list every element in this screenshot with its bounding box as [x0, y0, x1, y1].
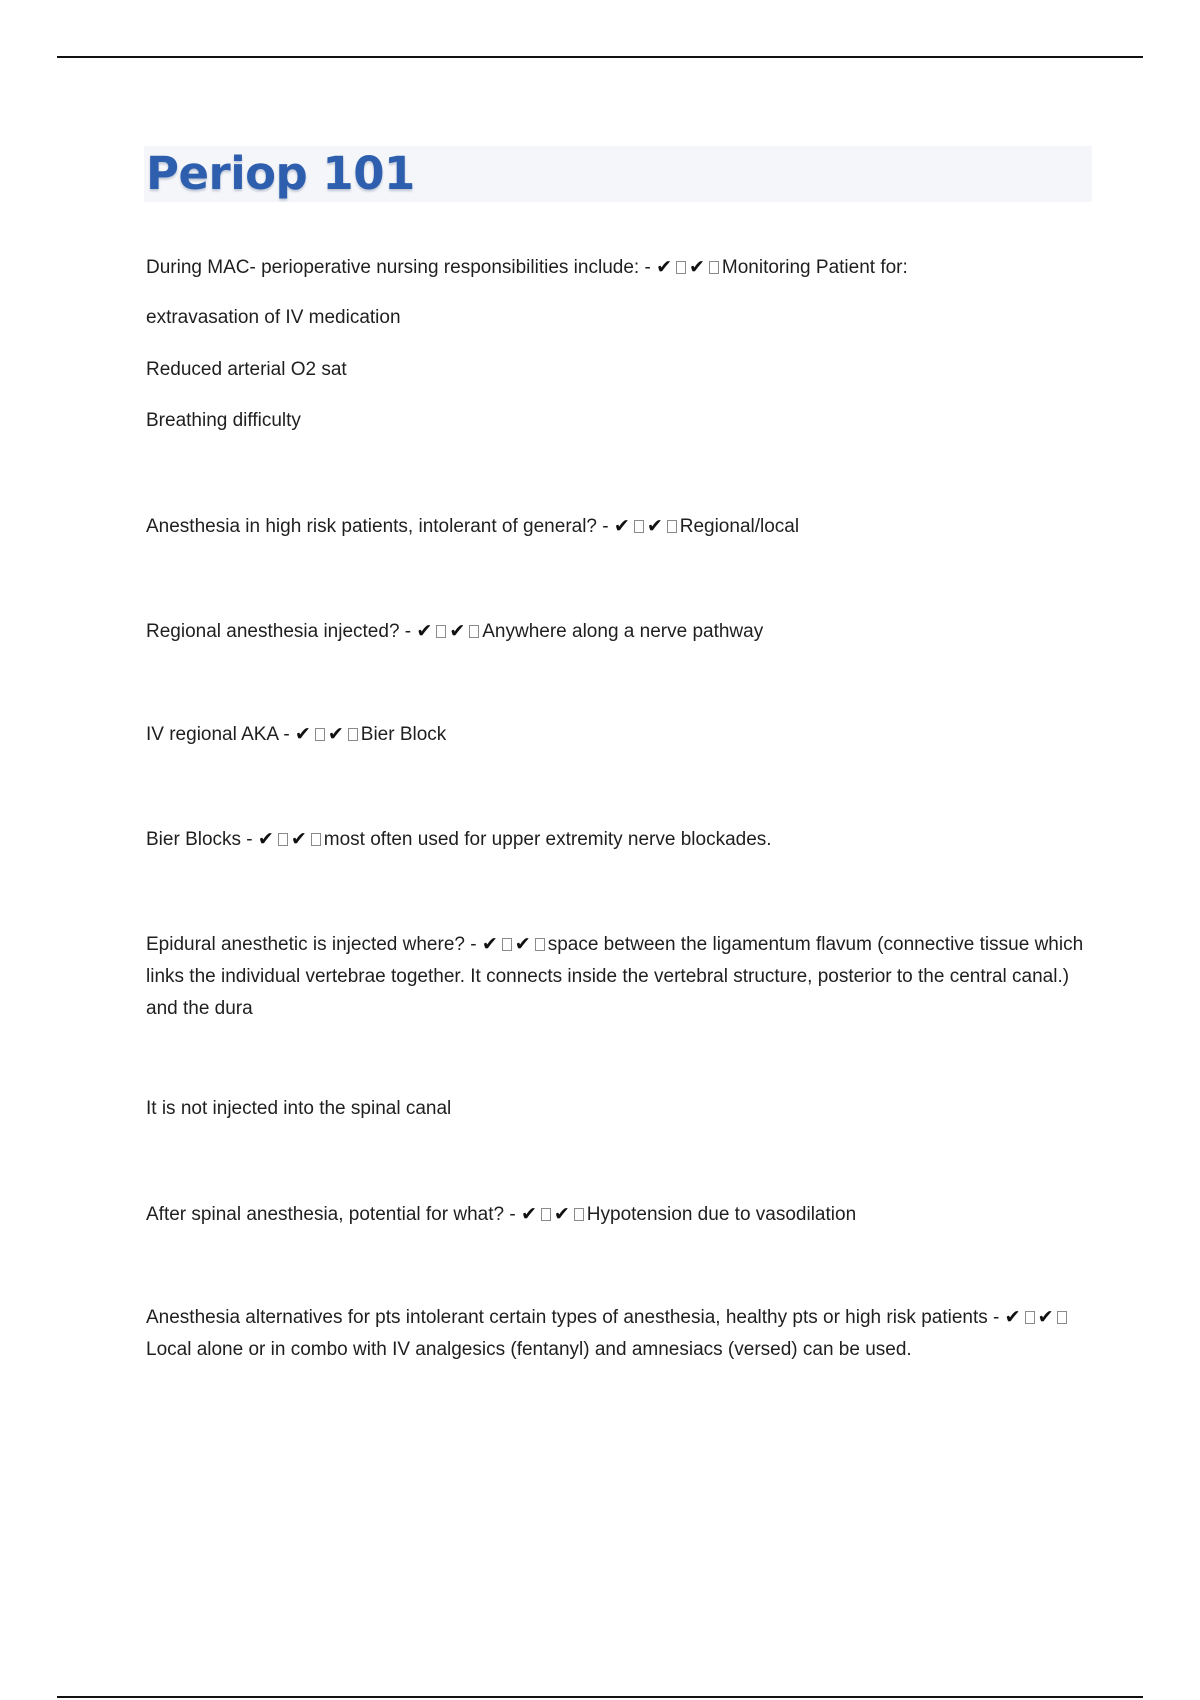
- check-icon: ✔: [514, 933, 531, 955]
- question-text: During MAC- perioperative nursing responsibilities include: -: [146, 257, 657, 278]
- answer-text: Hypotension due to vasodilation: [586, 1204, 857, 1225]
- box-icon: [436, 625, 446, 638]
- check-icon: ✔: [449, 620, 466, 642]
- qa-item-alternatives: [146, 1301, 1086, 1366]
- box-icon: [541, 1208, 551, 1221]
- box-icon: [1025, 1311, 1035, 1324]
- box-icon: [574, 1208, 584, 1221]
- list-item: extravasation of IV medication: [146, 307, 401, 328]
- answer-text: Monitoring Patient for:: [721, 257, 908, 278]
- qa-item-high-risk: [146, 510, 799, 543]
- list-item: It is not injected into the spinal canal: [146, 1098, 452, 1119]
- question-text: Anesthesia alternatives for pts intolerant certain types of anesthesia, healthy pts or high risk patients -: [146, 1307, 1005, 1328]
- check-icon: ✔: [613, 515, 630, 537]
- check-icon: ✔: [327, 723, 344, 745]
- check-icon: ✔: [257, 828, 274, 850]
- document-title: Periop 101: [146, 147, 415, 200]
- question-text: Bier Blocks -: [146, 829, 258, 850]
- box-icon: [502, 938, 512, 951]
- answer-text: Bier Block: [360, 724, 447, 745]
- box-icon: [709, 261, 719, 274]
- box-icon: [311, 833, 321, 846]
- check-icon: ✔: [481, 933, 498, 955]
- check-icon: ✔: [416, 620, 433, 642]
- list-item: Reduced arterial O2 sat: [146, 359, 347, 380]
- qa-item-iv-regional: [146, 718, 446, 751]
- qa-item-mac-responsibilities: [146, 251, 908, 284]
- question-text: Anesthesia in high risk patients, intolerant of general? -: [146, 516, 614, 537]
- check-icon: ✔: [1037, 1306, 1054, 1328]
- qa-item-spinal: [146, 1198, 856, 1231]
- check-icon: ✔: [553, 1203, 570, 1225]
- check-icon: ✔: [656, 256, 672, 278]
- answer-text: Regional/local: [679, 516, 800, 537]
- check-icon: ✔: [1004, 1306, 1021, 1328]
- list-item: Breathing difficulty: [146, 410, 301, 431]
- question-text: IV regional AKA -: [146, 724, 295, 745]
- box-icon: [469, 625, 479, 638]
- answer-text: space between the ligamentum flavum (connective tissue which links the individual vertebrae together. It connects inside the vertebral structure, posterior to the central canal.) and the dura: [146, 934, 1084, 1019]
- answer-text: most often used for upper extremity nerve blockades.: [323, 829, 772, 850]
- box-icon: [1057, 1311, 1067, 1324]
- answer-text: Local alone or in combo with IV analgesics (fentanyl) and amnesiacs (versed) can be used.: [146, 1339, 912, 1360]
- question-text: After spinal anesthesia, potential for what? -: [146, 1204, 521, 1225]
- check-icon: ✔: [290, 828, 307, 850]
- qa-item-regional: [146, 615, 763, 648]
- answer-text: Anywhere along a nerve pathway: [482, 621, 764, 642]
- check-icon: ✔: [294, 723, 311, 745]
- qa-item-bier-blocks: [146, 823, 772, 856]
- box-icon: [278, 833, 288, 846]
- check-icon: ✔: [646, 515, 663, 537]
- box-icon: [634, 520, 644, 533]
- box-icon: [667, 520, 677, 533]
- box-icon: [315, 728, 325, 741]
- question-text: Regional anesthesia injected? -: [146, 621, 417, 642]
- question-text: Epidural anesthetic is injected where? -: [146, 934, 482, 955]
- check-icon: ✔: [520, 1203, 537, 1225]
- top-rule: [57, 56, 1143, 58]
- check-icon: ✔: [688, 256, 705, 278]
- bottom-rule: [57, 1696, 1143, 1698]
- box-icon: [535, 938, 545, 951]
- box-icon: [348, 728, 358, 741]
- box-icon: [676, 261, 686, 274]
- qa-item-epidural: [146, 928, 1086, 1025]
